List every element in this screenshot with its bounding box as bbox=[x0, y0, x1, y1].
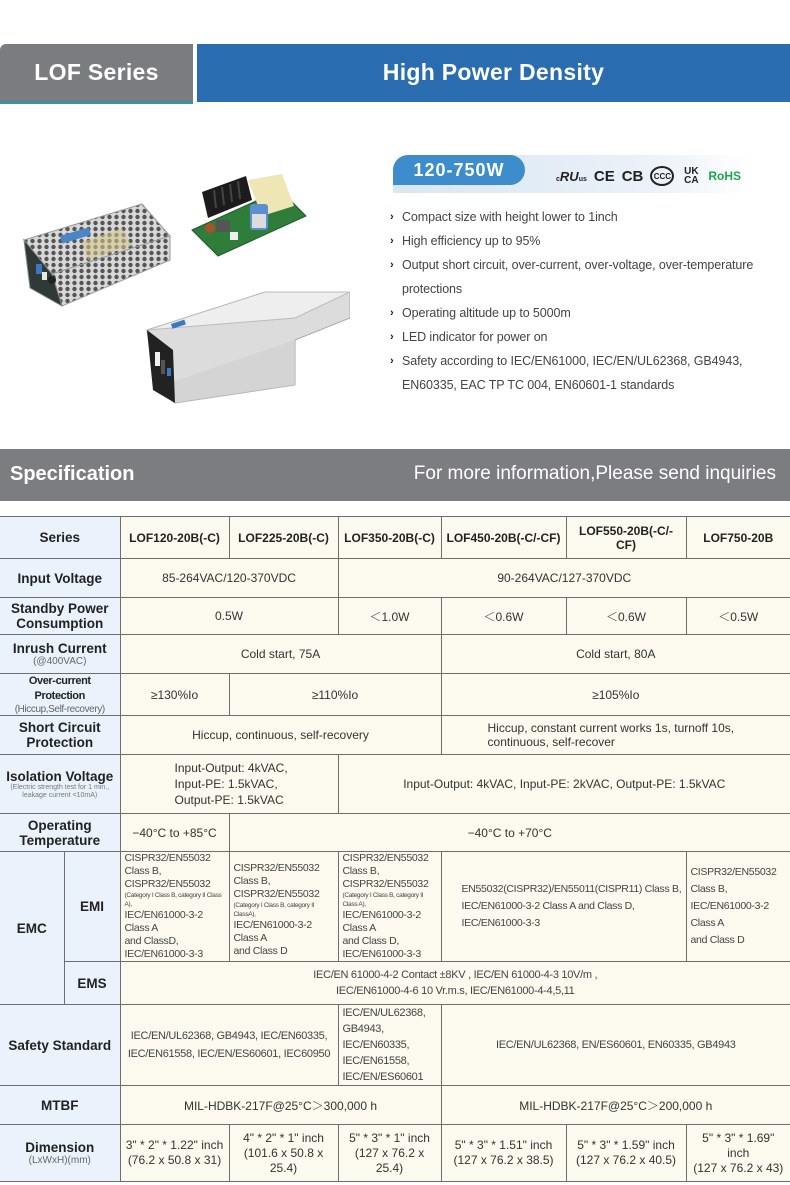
series-label: LOF Series bbox=[34, 59, 159, 85]
model-header: LOF550-20B(-C/-CF) bbox=[566, 517, 686, 559]
power-range-label: 120-750W bbox=[413, 160, 505, 180]
feature-item: › High efficiency up to 95% bbox=[390, 229, 785, 253]
cell-value: ＜0.6W bbox=[566, 598, 686, 635]
inquiry-hint: For more information,Please send inquiries bbox=[413, 463, 776, 484]
cell-value: IEC/EN/UL62368, EN/ES60601, EN60335, GB4943 bbox=[441, 1005, 790, 1086]
cell-value: IEC/EN/UL62368, GB4943, IEC/EN60335, IEC/EN61558, IEC/EN/ES60601, IEC60950 bbox=[120, 1005, 338, 1086]
table-row-inrush-current bbox=[0, 635, 790, 674]
cell-value: Hiccup, constant current works 1s, turnoff 10s, continuous, self-recover bbox=[441, 716, 790, 755]
cell-value: MIL-HDBK-217F@25°C＞300,000 h bbox=[120, 1086, 441, 1125]
cell-value: 3" * 2" * 1.22" inch (76.2 x 50.8 x 31) bbox=[120, 1125, 229, 1182]
row-label-short-circuit: Short Circuit Protection bbox=[0, 716, 120, 755]
model-header: LOF750-20B bbox=[686, 517, 790, 559]
open-frame-psu-image bbox=[190, 170, 308, 258]
enclosed-high-power-psu-image bbox=[145, 290, 350, 405]
table-row-ems bbox=[0, 962, 790, 1005]
row-label-safety-standard: Safety Standard bbox=[0, 1005, 120, 1086]
row-label-isolation-voltage: Isolation Voltage (Electric strength test for 1 min., leakage current <10mA) bbox=[0, 755, 120, 814]
cell-value: −40°C to +70°C bbox=[229, 814, 790, 852]
certification-logos bbox=[556, 166, 741, 186]
power-range-badge bbox=[393, 155, 525, 185]
cell-value: 5" * 3" * 1.69" inch (127 x 76.2 x 43) bbox=[686, 1125, 790, 1182]
cell-value: ≥110%Io bbox=[229, 674, 441, 716]
cell-value: 5" * 3" * 1.51" inch (127 x 76.2 x 38.5) bbox=[441, 1125, 566, 1182]
cell-value: CISPR32/EN55032 Class B, CISPR32/EN55032 (Category I Class B, category II ClassA), IEC/EN61000-3-2 Class A and Class D bbox=[229, 852, 338, 962]
product-images bbox=[0, 140, 380, 420]
ukca-cert-icon: UK CA bbox=[684, 166, 699, 186]
headline-tab bbox=[197, 44, 790, 102]
row-label-inrush-current: Inrush Current (@400VAC) bbox=[0, 635, 120, 674]
chevron-right-icon: › bbox=[390, 235, 394, 247]
ce-cert-icon: CE bbox=[593, 167, 615, 185]
chevron-right-icon: › bbox=[390, 211, 394, 223]
cell-value: 90-264VAC/127-370VDC bbox=[338, 559, 790, 598]
model-header: LOF120-20B(-C) bbox=[120, 517, 229, 559]
series-tab bbox=[0, 44, 193, 102]
feature-item: › Operating altitude up to 5000m bbox=[390, 301, 785, 325]
feature-list bbox=[390, 205, 785, 397]
cell-value: Cold start, 80A bbox=[441, 635, 790, 674]
feature-item: › Compact size with height lower to 1inch bbox=[390, 205, 785, 229]
cell-value: 5" * 3" * 1" inch (127 x 76.2 x 25.4) bbox=[338, 1125, 441, 1182]
cell-value: −40°C to +85°C bbox=[120, 814, 229, 852]
row-label-standby-power: Standby Power Consumption bbox=[0, 598, 120, 635]
cell-value: CISPR32/EN55032 Class B, IEC/EN61000-3-2 Class A and Class D bbox=[686, 852, 790, 962]
table-row-dimension bbox=[0, 1125, 790, 1182]
model-header: LOF450-20B(-C/-CF) bbox=[441, 517, 566, 559]
table-row-mtbf bbox=[0, 1086, 790, 1125]
table-row-emi bbox=[0, 852, 790, 962]
rohs-cert-icon: RoHS bbox=[708, 169, 742, 183]
cell-value: MIL-HDBK-217F@25°C＞200,000 h bbox=[441, 1086, 790, 1125]
chevron-right-icon: › bbox=[390, 307, 394, 319]
cell-value: CISPR32/EN55032 Class B, CISPR32/EN55032 (Category I Class B, category II Class A), IEC/EN61000-3-2 Class A and Class D, IEC/EN61000-3-3 bbox=[338, 852, 441, 962]
model-header: LOF350-20B(-C) bbox=[338, 517, 441, 559]
table-row-short-circuit bbox=[0, 716, 790, 755]
ul-cert-icon: cRUus bbox=[556, 168, 587, 184]
cell-value: ≥105%Io bbox=[441, 674, 790, 716]
table-row-safety-standard bbox=[0, 1005, 790, 1086]
model-header: LOF225-20B(-C) bbox=[229, 517, 338, 559]
cell-value: ＜0.6W bbox=[441, 598, 566, 635]
cell-value: CISPR32/EN55032 Class B, CISPR32/EN55032 (Category I Class B, category II Class A), IEC/EN61000-3-2 Class A and ClassD, IEC/EN61000-3-3 bbox=[120, 852, 229, 962]
header-banner bbox=[0, 44, 790, 102]
table-row-isolation-voltage bbox=[0, 755, 790, 814]
cell-value: Hiccup, continuous, self-recovery bbox=[120, 716, 441, 755]
feature-item: › Output short circuit, over-current, over-voltage, over-temperature protections bbox=[390, 253, 785, 301]
row-label-emc: EMC bbox=[0, 852, 64, 1005]
specification-bar bbox=[0, 449, 790, 501]
row-label-input-voltage: Input Voltage bbox=[0, 559, 120, 598]
cell-value: Cold start, 75A bbox=[120, 635, 441, 674]
cell-value: ≥130%Io bbox=[120, 674, 229, 716]
row-label-series: Series bbox=[0, 517, 120, 559]
cell-value: 4" * 2" * 1" inch (101.6 x 50.8 x 25.4) bbox=[229, 1125, 338, 1182]
specification-table bbox=[0, 516, 790, 1182]
row-label-mtbf: MTBF bbox=[0, 1086, 120, 1125]
cell-value: Input-Output: 4kVAC, Input-PE: 1.5kVAC, Output-PE: 1.5kVAC bbox=[120, 755, 338, 814]
series-tab-accent bbox=[0, 101, 193, 104]
headline-label: High Power Density bbox=[382, 59, 605, 85]
cb-cert-icon: CB bbox=[621, 167, 644, 185]
table-row-operating-temperature bbox=[0, 814, 790, 852]
row-label-ems: EMS bbox=[64, 962, 120, 1005]
cell-value: 85-264VAC/120-370VDC bbox=[120, 559, 338, 598]
row-label-over-current: Over-current Protection (Hiccup,Self-recovery) bbox=[0, 674, 120, 716]
cell-value: Input-Output: 4kVAC, Input-PE: 2kVAC, Output-PE: 1.5kVAC bbox=[338, 755, 790, 814]
cell-value: ＜0.5W bbox=[686, 598, 790, 635]
cell-value: IEC/EN/UL62368, GB4943, IEC/EN60335, IEC/EN61558, IEC/EN/ES60601 bbox=[338, 1005, 441, 1086]
cell-value: IEC/EN 61000-4-2 Contact ±8KV , IEC/EN 61000-4-3 10V/m , IEC/EN61000-4-6 10 Vr.m.s, IEC/EN61000-4-4,5,11 bbox=[120, 962, 790, 1005]
table-row-over-current bbox=[0, 674, 790, 716]
specification-title: Specification bbox=[10, 463, 135, 485]
cell-value: EN55032(CISPR32)/EN55011(CISPR11) Class B, IEC/EN61000-3-2 Class A and Class D, IEC/EN61000-3-3 bbox=[441, 852, 686, 962]
feature-item: › LED indicator for power on bbox=[390, 325, 785, 349]
ccc-cert-icon: CCC bbox=[650, 166, 674, 186]
feature-item: › Safety according to IEC/EN61000, IEC/EN/UL62368, GB4943, EN60335, EAC TP TC 004, EN60601-1 standards bbox=[390, 349, 785, 397]
table-row-standby-power bbox=[0, 598, 790, 635]
chevron-right-icon: › bbox=[390, 259, 394, 271]
cell-value: 5" * 3" * 1.59" inch (127 x 76.2 x 40.5) bbox=[566, 1125, 686, 1182]
chevron-right-icon: › bbox=[390, 331, 394, 343]
table-row-series bbox=[0, 517, 790, 559]
table-row-input-voltage bbox=[0, 559, 790, 598]
row-label-emi: EMI bbox=[64, 852, 120, 962]
row-label-operating-temperature: Operating Temperature bbox=[0, 814, 120, 852]
row-label-dimension: Dimension (LxWxH)(mm) bbox=[0, 1125, 120, 1182]
cell-value: ＜1.0W bbox=[338, 598, 441, 635]
cell-value: 0.5W bbox=[120, 598, 338, 635]
chevron-right-icon: › bbox=[390, 355, 394, 367]
